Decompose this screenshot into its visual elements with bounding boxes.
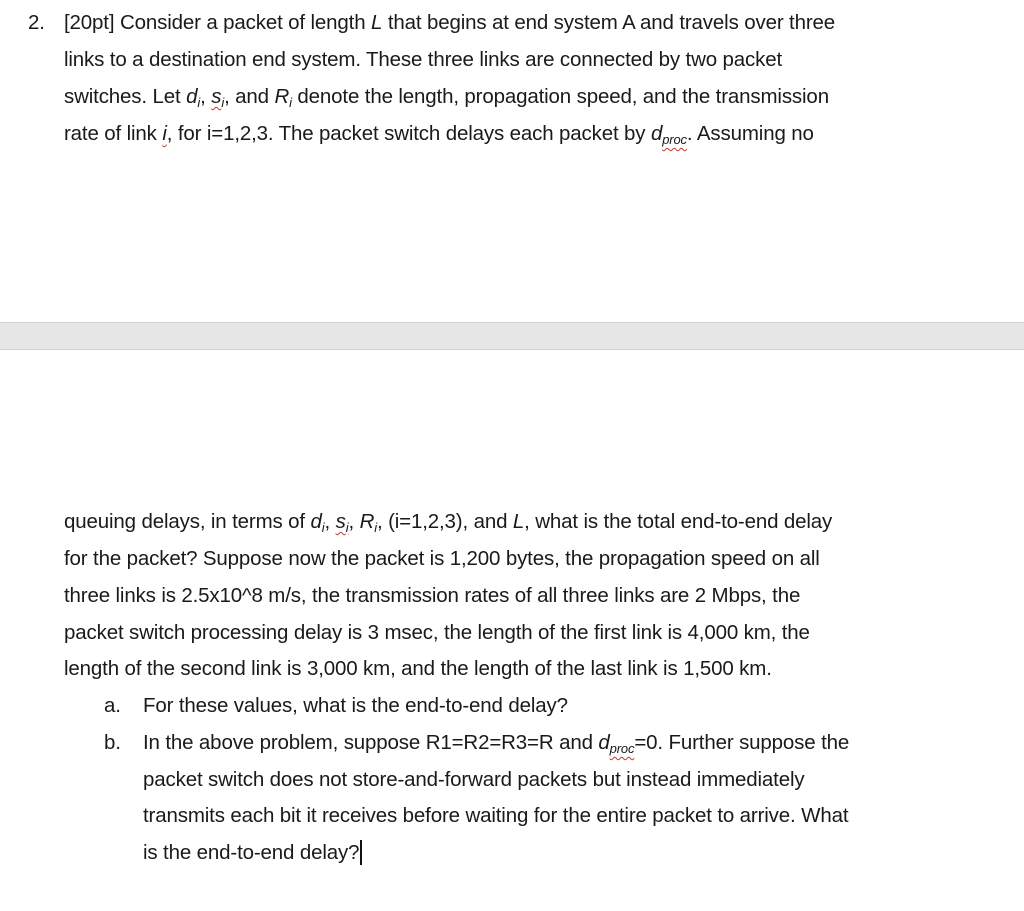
question-line-3: switches. Let $d_i$, $s_i$, and $R_i$ denote the length, propagation speed, and the transmission [64, 85, 829, 110]
symbol-d-proc-2: $d_{proc}$ [598, 731, 635, 756]
question-line-7: three links is 2.5x10^8 m/s, the transmission rates of all three links are 2 Mbps, the [64, 584, 801, 607]
symbol-d-proc: $d_{proc}$ [650, 122, 687, 147]
sub-question-a-marker: a. [104, 694, 121, 717]
question-line-5: queuing delays, in terms of $d_i$, $s_i$, $R_i$, (i=1,2,3), and L, what is the total end-to-end delay [64, 510, 833, 535]
symbol-d-i: $d_i$ [186, 85, 201, 110]
symbol-L-2: L [512, 510, 525, 533]
sub-question-b-line-3: transmits each bit it receives before waiting for the entire packet to arrive. What [143, 804, 849, 827]
symbol-L: L [371, 11, 383, 34]
sub-question-b-line-2: packet switch does not store-and-forward packets but instead immediately [143, 768, 805, 791]
points-label: [20pt] [64, 11, 115, 34]
symbol-R-i-2: $R_i$ [359, 510, 377, 535]
sub-question-b-line-1: In the above problem, suppose R1=R2=R3=R and $d_{proc}=0$. Further suppose the [143, 731, 850, 756]
question-line-1: [20pt] Consider a packet of length L that begins at end system A and travels over three [64, 11, 836, 34]
sub-question-a-text: For these values, what is the end-to-end delay? [143, 694, 568, 717]
question-line-8: packet switch processing delay is 3 msec, the length of the first link is 4,000 km, the [64, 621, 810, 644]
symbol-s-i-2: $s_i$ [335, 510, 349, 535]
question-line-9: length of the second link is 3,000 km, and the length of the last link is 1,500 km. [64, 657, 772, 680]
question-line-4: rate of link i, for i=1,2,3. The packet switch delays each packet by $d_{proc}$. Assuming no [64, 122, 814, 147]
question-line-2: links to a destination end system. These three links are connected by two packet [64, 48, 783, 71]
question-line-6: for the packet? Suppose now the packet is 1,200 bytes, the propagation speed on all [64, 547, 820, 570]
question-number: 2. [28, 11, 45, 34]
symbol-R-i: $R_i$ [274, 85, 292, 110]
page-break [0, 322, 1024, 350]
symbol-s-i: $s_i$ [211, 85, 225, 110]
symbol-i: i [162, 122, 167, 145]
symbol-d-i-2: $d_i$ [310, 510, 325, 535]
document-page-bottom [0, 350, 1024, 911]
sub-question-b-marker: b. [104, 731, 121, 754]
document-page-top [0, 0, 1024, 322]
sub-question-b-line-4: is the end-to-end delay? [143, 838, 362, 868]
text-cursor[interactable] [360, 840, 362, 865]
